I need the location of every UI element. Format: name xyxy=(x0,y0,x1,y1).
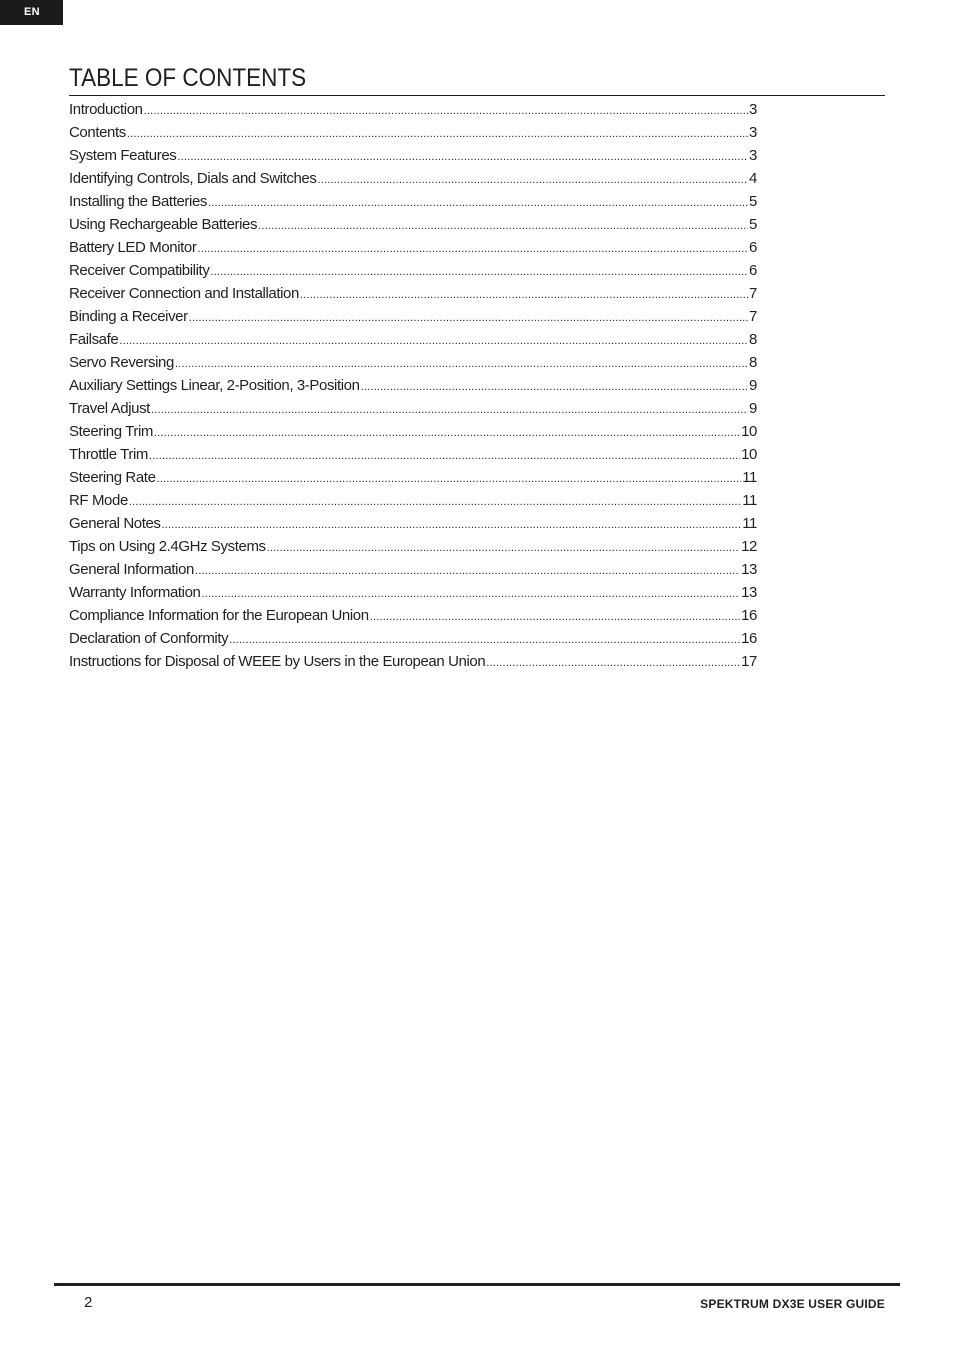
toc-entry-page: 3 xyxy=(749,124,757,141)
toc-entry-page: 7 xyxy=(749,308,757,325)
toc-entry-page: 16 xyxy=(741,630,757,647)
toc-dot-leader xyxy=(197,238,748,259)
toc-entry[interactable] xyxy=(69,236,757,259)
toc-dot-leader xyxy=(317,169,748,190)
toc-entry-label: Steering Rate xyxy=(69,469,156,486)
toc-entry[interactable] xyxy=(69,604,757,627)
toc-entry-page: 13 xyxy=(741,584,757,601)
toc-entry-label: Declaration of Conformity xyxy=(69,630,229,647)
toc-entry-page: 9 xyxy=(749,377,757,394)
toc-entry[interactable] xyxy=(69,190,757,213)
toc-entry-label: Instructions for Disposal of WEEE by Users in the European Union xyxy=(69,653,486,670)
toc-entry-label: Receiver Connection and Installation xyxy=(69,285,299,302)
toc-dot-leader xyxy=(267,537,740,558)
toc-dot-leader xyxy=(370,606,740,627)
toc-dot-leader xyxy=(144,100,748,121)
toc-entry[interactable] xyxy=(69,581,757,604)
toc-entry-page: 10 xyxy=(741,423,757,440)
footer-guide-title: SPEKTRUM DX3E USER GUIDE xyxy=(700,1297,885,1311)
toc-entry[interactable] xyxy=(69,466,757,489)
toc-entry-label: Introduction xyxy=(69,101,143,118)
toc-entry[interactable] xyxy=(69,512,757,535)
toc-entry-label: General Information xyxy=(69,561,194,578)
toc-entry-label: Battery LED Monitor xyxy=(69,239,197,256)
toc-dot-leader xyxy=(361,376,748,397)
toc-dot-leader xyxy=(157,468,742,489)
toc-dot-leader xyxy=(129,491,741,512)
toc-dot-leader xyxy=(154,422,740,443)
toc-entry-page: 11 xyxy=(742,469,757,486)
toc-dot-leader xyxy=(177,146,748,167)
toc-entry-label: Compliance Information for the European Union xyxy=(69,607,369,624)
toc-entry-label: Tips on Using 2.4GHz Systems xyxy=(69,538,266,555)
toc-dot-leader xyxy=(202,583,741,604)
toc-entry-label: Failsafe xyxy=(69,331,119,348)
toc-entry-page: 12 xyxy=(741,538,757,555)
toc-dot-leader xyxy=(127,123,748,144)
toc-dot-leader xyxy=(151,399,748,420)
toc-entry[interactable] xyxy=(69,374,757,397)
toc-entry-page: 11 xyxy=(742,515,757,532)
toc-entry-page: 5 xyxy=(749,193,757,210)
footer-divider xyxy=(54,1283,900,1286)
toc-entry[interactable] xyxy=(69,282,757,305)
toc-entry-label: Receiver Compatibility xyxy=(69,262,210,279)
footer-page-number: 2 xyxy=(84,1294,93,1311)
toc-entry-label: Servo Reversing xyxy=(69,354,174,371)
toc-entry-label: Steering Trim xyxy=(69,423,153,440)
toc-entry-label: Auxiliary Settings Linear, 2-Position, 3-Position xyxy=(69,377,360,394)
toc-entry[interactable] xyxy=(69,167,757,190)
toc-dot-leader xyxy=(119,330,748,351)
toc-entry[interactable] xyxy=(69,650,757,673)
toc-entry-page: 7 xyxy=(749,285,757,302)
toc-dot-leader xyxy=(210,261,748,282)
toc-entry[interactable] xyxy=(69,627,757,650)
toc-entry-label: General Notes xyxy=(69,515,161,532)
toc-entry-page: 8 xyxy=(749,354,757,371)
toc-entry-page: 6 xyxy=(749,239,757,256)
toc-entry[interactable] xyxy=(69,397,757,420)
toc-dot-leader xyxy=(486,652,740,673)
toc-entry[interactable] xyxy=(69,443,757,466)
toc-entry[interactable] xyxy=(69,328,757,351)
toc-entry[interactable] xyxy=(69,121,757,144)
toc-dot-leader xyxy=(149,445,740,466)
toc-dot-leader xyxy=(162,514,742,535)
toc-dot-leader xyxy=(175,353,748,374)
toc-entry-page: 10 xyxy=(741,446,757,463)
toc-dot-leader xyxy=(195,560,740,581)
toc-entry-page: 5 xyxy=(749,216,757,233)
toc-entry-label: Binding a Receiver xyxy=(69,308,188,325)
toc-entry-page: 8 xyxy=(749,331,757,348)
toc-entry-page: 11 xyxy=(742,492,757,509)
toc-entry-page: 4 xyxy=(749,170,757,187)
toc-entry-label: Using Rechargeable Batteries xyxy=(69,216,258,233)
toc-dot-leader xyxy=(229,629,740,650)
table-of-contents xyxy=(69,98,757,673)
toc-entry-page: 3 xyxy=(749,101,757,118)
toc-dot-leader xyxy=(189,307,748,328)
toc-entry-page: 17 xyxy=(741,653,757,670)
toc-entry-label: Installing the Batteries xyxy=(69,193,207,210)
toc-entry-label: Travel Adjust xyxy=(69,400,150,417)
toc-entry-label: Warranty Information xyxy=(69,584,201,601)
toc-entry[interactable] xyxy=(69,420,757,443)
toc-entry-page: 6 xyxy=(749,262,757,279)
toc-entry-page: 9 xyxy=(749,400,757,417)
toc-entry-label: Throttle Trim xyxy=(69,446,148,463)
toc-entry-page: 16 xyxy=(741,607,757,624)
toc-entry[interactable] xyxy=(69,351,757,374)
toc-entry[interactable] xyxy=(69,535,757,558)
toc-entry-label: RF Mode xyxy=(69,492,128,509)
toc-entry[interactable] xyxy=(69,489,757,512)
page-title: TABLE OF CONTENTS xyxy=(69,64,307,92)
toc-entry[interactable] xyxy=(69,305,757,328)
language-tab: EN xyxy=(0,0,63,25)
toc-dot-leader xyxy=(208,192,748,213)
toc-dot-leader xyxy=(300,284,748,305)
toc-entry-page: 13 xyxy=(741,561,757,578)
toc-entry-label: Contents xyxy=(69,124,126,141)
toc-entry[interactable] xyxy=(69,259,757,282)
toc-entry[interactable] xyxy=(69,144,757,167)
toc-entry-label: Identifying Controls, Dials and Switches xyxy=(69,170,317,187)
toc-entry[interactable] xyxy=(69,213,757,236)
toc-entry-page: 3 xyxy=(749,147,757,164)
toc-entry-label: System Features xyxy=(69,147,177,164)
title-divider xyxy=(69,95,885,96)
toc-dot-leader xyxy=(258,215,748,236)
toc-entry[interactable] xyxy=(69,98,757,121)
toc-entry[interactable] xyxy=(69,558,757,581)
